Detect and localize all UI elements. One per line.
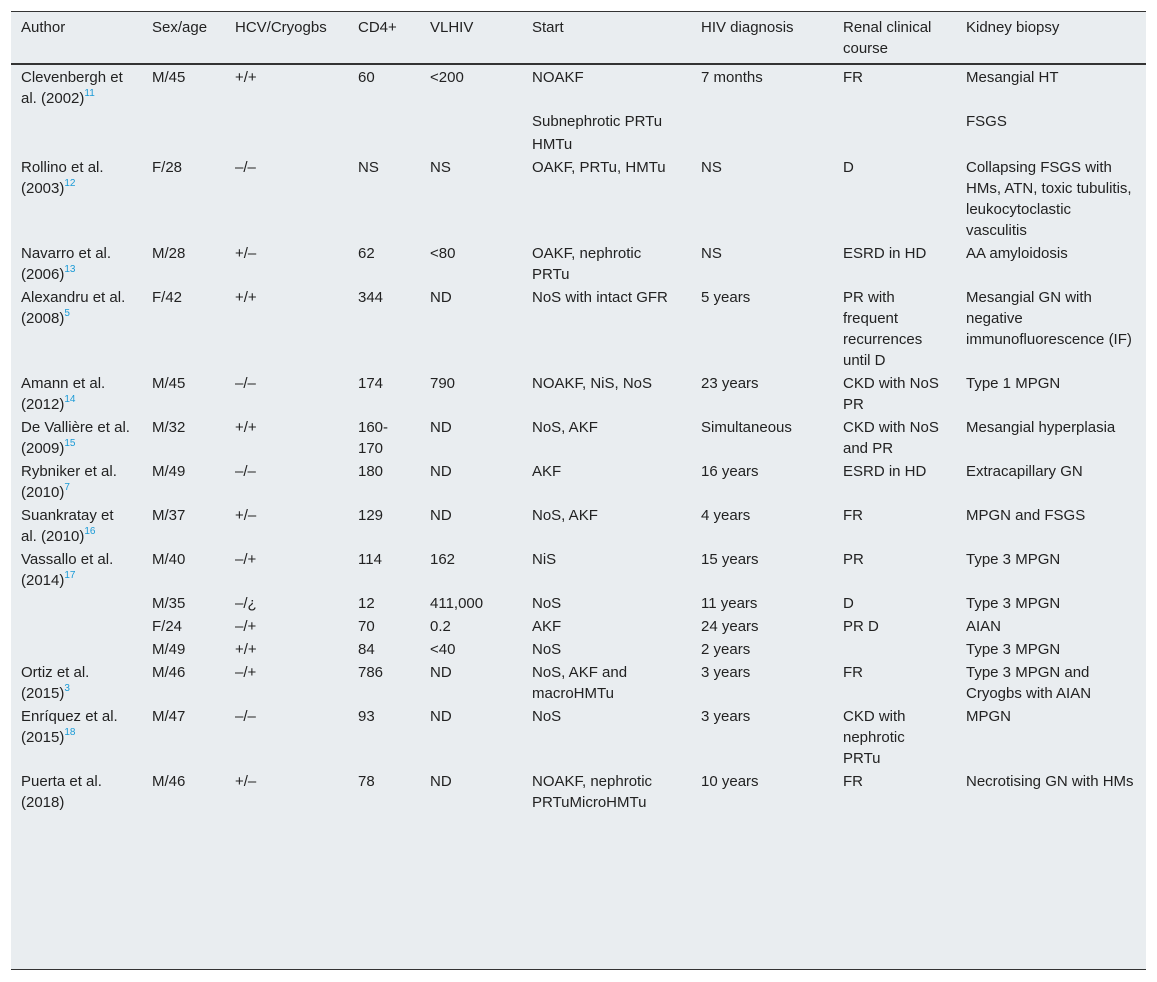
- renal-course-text: FR: [843, 773, 863, 790]
- author-cell: [11, 133, 142, 156]
- cd4-cell: [348, 133, 420, 156]
- vlhiv-cell: ND: [430, 773, 452, 790]
- author-cell: [11, 64, 142, 110]
- kidney-biopsy-cell: AIAN: [966, 618, 1002, 635]
- hcv-cryogbs-cell: –/¿: [235, 595, 257, 612]
- reference-link[interactable]: 11: [84, 88, 95, 99]
- header-hcv-cryogbs: HCV/Cryogbs: [235, 19, 327, 36]
- reference-link[interactable]: 5: [64, 308, 70, 319]
- cd4-cell: 180: [358, 463, 384, 480]
- author-text: Rollino et al. (2003): [21, 159, 104, 197]
- kidney-biopsy-cell: Mesangial GN with negative immunofluorescence (IF): [966, 289, 1132, 348]
- cd4-cell: 12: [358, 595, 375, 612]
- hcv-cryogbs-cell: +/–: [235, 507, 257, 524]
- renal-course-text: PR with frequent recurrences until D: [843, 289, 923, 369]
- author-cell: [11, 156, 142, 242]
- renal-course-text: FR: [843, 664, 863, 681]
- reference-link[interactable]: 18: [64, 727, 76, 738]
- renal-course-cell: [833, 661, 956, 705]
- sex-age-cell: M/40: [152, 551, 186, 568]
- kidney-biopsy-cell: MPGN and FSGS: [966, 507, 1086, 524]
- sex-age-cell: M/47: [152, 708, 186, 725]
- renal-course-cell: [833, 592, 956, 615]
- sex-age-cell: M/35: [152, 595, 186, 612]
- author-text: Suankratay et al. (2010): [21, 507, 114, 545]
- hiv-diagnosis-cell: 3 years: [701, 664, 751, 681]
- table-row: [11, 416, 1146, 460]
- hcv-cryogbs-cell: –/+: [235, 551, 257, 568]
- kidney-biopsy-cell: [956, 133, 1146, 156]
- header-sex-age: Sex/age: [152, 19, 208, 36]
- table-row: [11, 705, 1146, 770]
- start-cell: NoS: [532, 641, 562, 658]
- author-cell: [11, 110, 142, 133]
- hcv-cryogbs-cell: +/+: [235, 641, 257, 658]
- author-text: Clevenbergh et al. (2002): [21, 69, 123, 107]
- hcv-cryogbs-cell: –/–: [235, 708, 256, 725]
- author-text: Rybniker et al. (2010): [21, 463, 117, 501]
- header-renal-course: Renal clinical course: [843, 19, 932, 57]
- start-cell: OAKF, nephrotic PRTu: [532, 245, 642, 283]
- start-cell: AKF: [532, 463, 562, 480]
- hcv-cryogbs-cell: –/–: [235, 375, 256, 392]
- cd4-cell: 62: [358, 245, 375, 262]
- start-cell: NOAKF: [532, 69, 584, 86]
- table-row: [11, 592, 1146, 615]
- author-cell: [11, 504, 142, 548]
- sex-age-cell: F/24: [152, 618, 183, 635]
- start-cell: NoS: [532, 708, 562, 725]
- vlhiv-cell: ND: [430, 289, 452, 306]
- hiv-diagnosis-cell: 4 years: [701, 507, 751, 524]
- table-row: [11, 638, 1146, 661]
- table-row: [11, 460, 1146, 504]
- author-cell: [11, 638, 142, 661]
- renal-course-cell: [833, 460, 956, 504]
- start-cell: NoS: [532, 595, 562, 612]
- table-row: [11, 504, 1146, 548]
- sex-age-cell: M/49: [152, 463, 186, 480]
- kidney-biopsy-cell: FSGS: [966, 113, 1007, 130]
- reference-link[interactable]: 14: [64, 394, 76, 405]
- case-table: [11, 12, 1146, 814]
- renal-course-cell: [833, 64, 956, 110]
- renal-course-text: D: [843, 159, 854, 176]
- vlhiv-cell: 411,000: [430, 595, 484, 612]
- kidney-biopsy-cell: Type 3 MPGN: [966, 641, 1061, 658]
- header-vlhiv: VLHIV: [430, 19, 474, 36]
- hiv-diagnosis-cell: NS: [701, 245, 722, 262]
- table-row: [11, 548, 1146, 592]
- hiv-diagnosis-cell: 23 years: [701, 375, 759, 392]
- table-row: [11, 133, 1146, 156]
- start-cell: NoS, AKF and macroHMTu: [532, 664, 628, 702]
- table-row: [11, 156, 1146, 242]
- case-table-panel: [11, 11, 1146, 970]
- header-author: Author: [21, 19, 66, 36]
- author-cell: [11, 548, 142, 592]
- author-text: Alexandru et al. (2008): [21, 289, 126, 327]
- hcv-cryogbs-cell: –/+: [235, 664, 257, 681]
- start-cell: NoS with intact GFR: [532, 289, 668, 306]
- header-start: Start: [532, 19, 564, 36]
- vlhiv-cell: <40: [430, 641, 456, 658]
- hiv-diagnosis-cell: 15 years: [701, 551, 759, 568]
- renal-course-text: CKD with NoS and PR: [843, 419, 939, 457]
- table-row: [11, 110, 1146, 133]
- reference-link[interactable]: 7: [64, 482, 70, 493]
- sex-age-cell: F/42: [152, 289, 183, 306]
- reference-link[interactable]: 15: [64, 438, 76, 449]
- hiv-diagnosis-cell: NS: [701, 159, 722, 176]
- hiv-diagnosis-cell: 7 months: [701, 69, 763, 86]
- renal-course-text: PR D: [843, 618, 879, 635]
- cd4-cell: 60: [358, 69, 375, 86]
- renal-course-cell: [833, 504, 956, 548]
- sex-age-cell: M/28: [152, 245, 186, 262]
- hiv-diagnosis-cell: 11 years: [701, 595, 758, 612]
- renal-course-text: CKD with nephrotic PRTu: [843, 708, 906, 767]
- table-row: [11, 64, 1146, 110]
- hiv-diagnosis-cell: Simultaneous: [701, 419, 792, 436]
- vlhiv-cell: 790: [430, 375, 456, 392]
- sex-age-cell: M/32: [152, 419, 186, 436]
- author-cell: [11, 615, 142, 638]
- cd4-cell: 160-170: [358, 419, 389, 457]
- header-kidney-biopsy: Kidney biopsy: [966, 19, 1060, 36]
- cd4-cell: 129: [358, 507, 384, 524]
- cd4-cell: NS: [358, 159, 379, 176]
- renal-course-text: FR: [843, 507, 863, 524]
- table-row: [11, 372, 1146, 416]
- author-text: Amann et al. (2012): [21, 375, 106, 413]
- hcv-cryogbs-cell: +/–: [235, 773, 257, 790]
- start-cell: OAKF, PRTu, HMTu: [532, 159, 666, 176]
- hcv-cryogbs-cell: [225, 110, 348, 133]
- reference-link[interactable]: 17: [64, 570, 76, 581]
- hiv-diagnosis-cell: [691, 133, 833, 156]
- start-cell: NiS: [532, 551, 557, 568]
- renal-course-cell: [833, 770, 956, 814]
- hcv-cryogbs-cell: +/+: [235, 419, 257, 436]
- author-text: Vassallo et al. (2014): [21, 551, 114, 589]
- start-cell: HMTu: [532, 136, 573, 153]
- start-cell: NoS, AKF: [532, 507, 598, 524]
- renal-course-followup: PR: [843, 396, 864, 413]
- vlhiv-cell: <200: [430, 69, 464, 86]
- renal-course-cell: [833, 286, 956, 372]
- reference-link[interactable]: 13: [64, 264, 76, 275]
- vlhiv-cell: ND: [430, 463, 452, 480]
- renal-course-cell: [833, 548, 956, 592]
- author-text: Ortiz et al. (2015): [21, 664, 90, 702]
- start-cell: NOAKF, nephrotic PRTuMicroHMTu: [532, 773, 653, 811]
- renal-course-text: ESRD in HD: [843, 245, 927, 262]
- kidney-biopsy-cell: AA amyloidosis: [966, 245, 1068, 262]
- header-cd4: CD4+: [358, 19, 397, 36]
- kidney-biopsy-cell: Necrotising GN with HMs: [966, 773, 1134, 790]
- sex-age-cell: M/46: [152, 664, 186, 681]
- sex-age-cell: M/49: [152, 641, 186, 658]
- author-cell: [11, 661, 142, 705]
- vlhiv-cell: ND: [430, 507, 452, 524]
- table-row: [11, 661, 1146, 705]
- author-text: Enríquez et al. (2015): [21, 708, 118, 746]
- renal-course-cell: [833, 242, 956, 286]
- kidney-biopsy-cell: Type 1 MPGN: [966, 375, 1061, 392]
- kidney-biopsy-cell: Type 3 MPGN and Cryogbs with AIAN: [966, 664, 1092, 702]
- kidney-biopsy-cell: Collapsing FSGS with HMs, ATN, toxic tubulitis, leukocytoclastic vasculitis: [966, 159, 1132, 239]
- reference-link[interactable]: 3: [64, 683, 70, 694]
- author-cell: [11, 770, 142, 814]
- sex-age-cell: [142, 110, 225, 133]
- author-cell: [11, 286, 142, 372]
- kidney-biopsy-cell: MPGN: [966, 708, 1011, 725]
- renal-course-cell: [833, 372, 956, 416]
- vlhiv-cell: 0.2: [430, 618, 451, 635]
- cd4-cell: 93: [358, 708, 375, 725]
- renal-course-cell: [833, 638, 956, 661]
- table-row: [11, 242, 1146, 286]
- renal-course-text: CKD with NoS: [843, 375, 939, 392]
- header-hiv-diagnosis: HIV diagnosis: [701, 19, 794, 36]
- hcv-cryogbs-cell: –/–: [235, 463, 256, 480]
- hiv-diagnosis-cell: 16 years: [701, 463, 759, 480]
- vlhiv-cell: NS: [430, 159, 451, 176]
- cd4-cell: [348, 110, 420, 133]
- cd4-cell: 786: [358, 664, 384, 681]
- kidney-biopsy-cell: Mesangial HT: [966, 69, 1059, 86]
- renal-course-cell: [833, 133, 956, 156]
- cd4-cell: 84: [358, 641, 375, 658]
- kidney-biopsy-cell: Type 3 MPGN: [966, 551, 1061, 568]
- hiv-diagnosis-cell: 10 years: [701, 773, 759, 790]
- author-text: Puerta et al. (2018): [21, 773, 102, 811]
- hiv-diagnosis-cell: 24 years: [701, 618, 759, 635]
- cd4-cell: 174: [358, 375, 384, 392]
- hiv-diagnosis-cell: 3 years: [701, 708, 751, 725]
- vlhiv-cell: [420, 110, 522, 133]
- sex-age-cell: M/45: [152, 375, 186, 392]
- renal-course-cell: [833, 615, 956, 638]
- kidney-biopsy-cell: Extracapillary GN: [966, 463, 1083, 480]
- hcv-cryogbs-cell: –/–: [235, 159, 256, 176]
- start-cell: AKF: [532, 618, 562, 635]
- renal-course-cell: [833, 416, 956, 460]
- sex-age-cell: M/37: [152, 507, 186, 524]
- author-cell: [11, 416, 142, 460]
- kidney-biopsy-cell: Type 3 MPGN: [966, 595, 1061, 612]
- hiv-diagnosis-cell: 5 years: [701, 289, 751, 306]
- author-text: Navarro et al. (2006): [21, 245, 112, 283]
- hiv-diagnosis-cell: [691, 110, 833, 133]
- sex-age-cell: [142, 133, 225, 156]
- sex-age-cell: F/28: [152, 159, 183, 176]
- author-cell: [11, 592, 142, 615]
- hcv-cryogbs-cell: +/+: [235, 289, 257, 306]
- vlhiv-cell: 162: [430, 551, 456, 568]
- hcv-cryogbs-cell: [225, 133, 348, 156]
- cd4-cell: 78: [358, 773, 375, 790]
- cd4-cell: 70: [358, 618, 375, 635]
- hcv-cryogbs-cell: +/+: [235, 69, 257, 86]
- sex-age-cell: M/46: [152, 773, 186, 790]
- author-cell: [11, 372, 142, 416]
- start-cell: NoS, AKF: [532, 419, 598, 436]
- table-row: [11, 286, 1146, 372]
- renal-course-cell: [833, 110, 956, 133]
- cd4-cell: 344: [358, 289, 384, 306]
- author-cell: [11, 705, 142, 770]
- start-cell: Subnephrotic PRTu: [532, 113, 663, 130]
- hcv-cryogbs-cell: +/–: [235, 245, 257, 262]
- table-header-row: [11, 12, 1146, 64]
- vlhiv-cell: ND: [430, 664, 452, 681]
- vlhiv-cell: ND: [430, 708, 452, 725]
- hiv-diagnosis-cell: 2 years: [701, 641, 751, 658]
- hcv-cryogbs-cell: –/+: [235, 618, 257, 635]
- renal-course-text: D: [843, 595, 854, 612]
- table-row: [11, 770, 1146, 814]
- table-row: [11, 615, 1146, 638]
- vlhiv-cell: ND: [430, 419, 452, 436]
- reference-link[interactable]: 16: [84, 526, 96, 537]
- vlhiv-cell: [420, 133, 522, 156]
- renal-course-cell: [833, 156, 956, 242]
- renal-course-text: PR: [843, 551, 864, 568]
- renal-course-text: FR: [843, 69, 863, 86]
- author-cell: [11, 242, 142, 286]
- author-cell: [11, 460, 142, 504]
- sex-age-cell: M/45: [152, 69, 186, 86]
- reference-link[interactable]: 12: [64, 178, 76, 189]
- cd4-cell: 114: [358, 551, 382, 568]
- kidney-biopsy-cell: Mesangial hyperplasia: [966, 419, 1116, 436]
- renal-course-text: ESRD in HD: [843, 463, 927, 480]
- start-cell: NOAKF, NiS, NoS: [532, 375, 653, 392]
- author-text: De Vallière et al. (2009): [21, 419, 130, 457]
- renal-course-cell: [833, 705, 956, 770]
- vlhiv-cell: <80: [430, 245, 456, 262]
